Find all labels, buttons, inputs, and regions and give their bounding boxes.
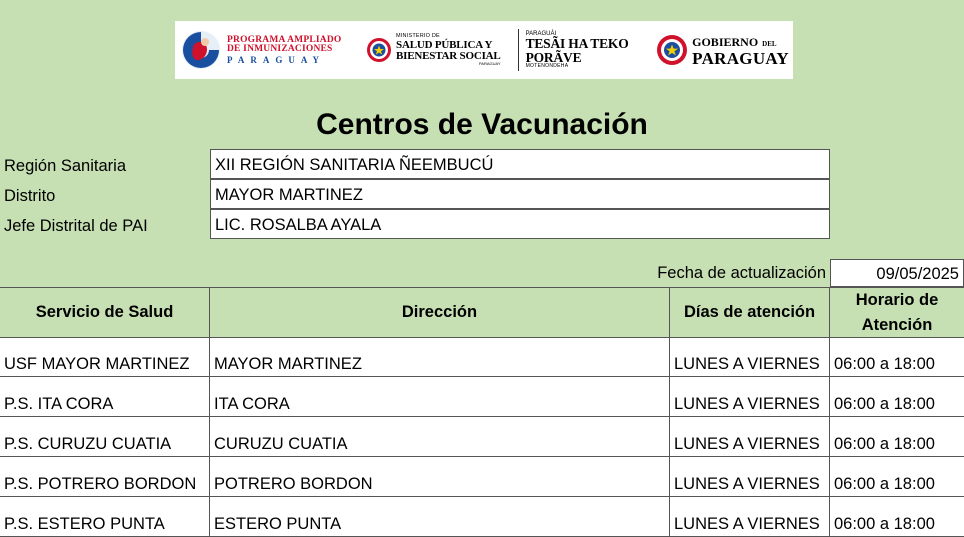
distrito-label: Distrito: [4, 187, 56, 205]
region-label: Región Sanitaria: [4, 157, 126, 175]
table-row: [0, 377, 964, 417]
table-row: [0, 457, 964, 497]
vaccination-table: [0, 287, 964, 537]
cell-dias: LUNES A VIERNES: [670, 417, 830, 456]
cell-dias: LUNES A VIERNES: [670, 377, 830, 416]
cell-horario: 06:00 a 18:00: [834, 515, 935, 533]
msp-line-1: SALUD PÚBLICA Y: [396, 38, 493, 51]
header-horario: Horario de Atención: [855, 290, 939, 334]
gobierno-line-2: PARAGUAY: [692, 48, 789, 68]
header-dias: Días de atención: [670, 288, 830, 337]
table-row: [0, 417, 964, 457]
cell-dias: LUNES A VIERNES: [670, 457, 830, 496]
cell-servicio: P.S. POTRERO BORDON: [0, 457, 210, 496]
paraguay-seal-icon: [366, 37, 392, 63]
jefe-label: Jefe Distrital de PAI: [4, 217, 148, 235]
msp-small: MINISTERIO DE: [396, 33, 440, 40]
cell-servicio: USF MAYOR MARTINEZ: [0, 338, 210, 376]
jefe-value: LIC. ROSALBA AYALA: [210, 209, 830, 239]
msp-tiny: PARAGUAY: [478, 60, 501, 66]
cell-horario: 06:00 a 18:00: [834, 475, 935, 493]
gobierno-seal-icon: [656, 34, 688, 66]
header-direccion: Dirección: [210, 288, 670, 337]
cell-horario: 06:00 a 18:00: [834, 395, 935, 413]
pai-line-3: PARAGUAY: [227, 54, 326, 65]
table-body: [0, 338, 964, 537]
cell-horario: 06:00 a 18:00: [834, 355, 935, 373]
msp-line-2: BIENESTAR SOCIAL: [396, 49, 501, 62]
fecha-value: 09/05/2025: [830, 259, 964, 287]
pai-line-1: PROGRAMA AMPLIADO: [227, 34, 342, 45]
cell-direccion: CURUZU CUATIA: [210, 417, 670, 456]
table-header: [0, 287, 964, 338]
gobierno-line-1: GOBIERNO: [692, 34, 759, 49]
tesai-small: PARAGUÁI: [525, 31, 557, 37]
cell-direccion: MAYOR MARTINEZ: [210, 338, 670, 376]
fecha-label: Fecha de actualización: [657, 264, 826, 282]
cell-servicio: P.S. ESTERO PUNTA: [0, 497, 210, 536]
pai-emblem-icon: [179, 28, 223, 72]
tesai-line-2: PORÃVE: [525, 49, 582, 65]
distrito-value: MAYOR MARTINEZ: [210, 179, 830, 209]
header-servicio: Servicio de Salud: [0, 288, 210, 337]
logo-divider: [518, 29, 519, 71]
cell-dias: LUNES A VIERNES: [670, 497, 830, 536]
cell-dias: LUNES A VIERNES: [670, 338, 830, 376]
page-title: Centros de Vacunación: [316, 108, 648, 141]
region-value: XII REGIÓN SANITARIA ÑEEMBUCÚ: [210, 149, 830, 179]
table-row: [0, 338, 964, 377]
table-row: [0, 497, 964, 537]
tesai-tiny: MOTENONDEHA: [525, 63, 569, 69]
cell-horario: 06:00 a 18:00: [834, 435, 935, 453]
msp-logo: [366, 21, 514, 79]
logo-bar: [175, 21, 793, 79]
cell-servicio: P.S. CURUZU CUATIA: [0, 417, 210, 456]
tesai-logo: [526, 21, 641, 79]
gobierno-del: DEL: [762, 39, 777, 48]
cell-direccion: ITA CORA: [210, 377, 670, 416]
cell-servicio: P.S. ITA CORA: [0, 377, 210, 416]
pai-logo: [179, 21, 344, 79]
cell-direccion: ESTERO PUNTA: [210, 497, 670, 536]
tesai-line-1: TESÃI HA TEKO: [525, 36, 629, 51]
cell-direccion: POTRERO BORDON: [210, 457, 670, 496]
pai-line-2: DE INMUNIZACIONES: [227, 44, 333, 54]
gobierno-logo: [656, 21, 789, 79]
